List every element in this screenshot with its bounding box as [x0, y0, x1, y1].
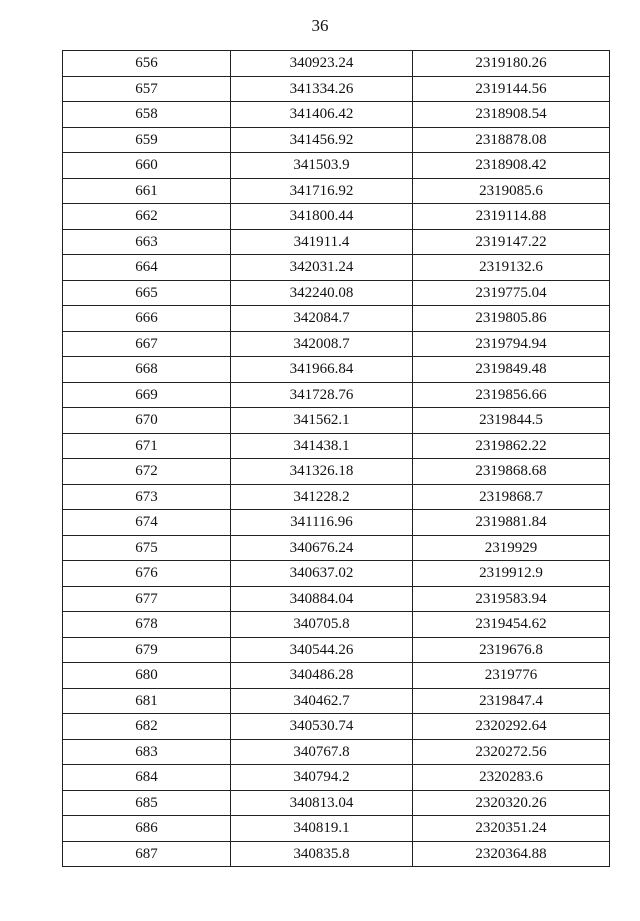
y-coordinate-cell: 2320351.24: [413, 816, 610, 842]
x-coordinate-cell: 342008.7: [231, 331, 413, 357]
y-coordinate-cell: 2319132.6: [413, 255, 610, 281]
table-row: [63, 765, 610, 791]
point-number-cell: 673: [63, 484, 231, 510]
x-coordinate-cell: 340637.02: [231, 561, 413, 587]
point-number-cell: 663: [63, 229, 231, 255]
x-coordinate-cell: 341800.44: [231, 204, 413, 230]
point-number-cell: 666: [63, 306, 231, 332]
x-coordinate-cell: 340530.74: [231, 714, 413, 740]
x-coordinate-cell: 341728.76: [231, 382, 413, 408]
table-row: [63, 612, 610, 638]
x-coordinate-cell: 341334.26: [231, 76, 413, 102]
point-number-cell: 670: [63, 408, 231, 434]
table-row: [63, 841, 610, 867]
table-row: [63, 331, 610, 357]
table-row: [63, 102, 610, 128]
y-coordinate-cell: 2318908.42: [413, 153, 610, 179]
y-coordinate-cell: 2320272.56: [413, 739, 610, 765]
point-number-cell: 657: [63, 76, 231, 102]
table-row: [63, 535, 610, 561]
x-coordinate-cell: 341116.96: [231, 510, 413, 536]
x-coordinate-cell: 342240.08: [231, 280, 413, 306]
point-number-cell: 659: [63, 127, 231, 153]
table-row: [63, 229, 610, 255]
coordinates-table-body: [63, 51, 610, 867]
table-row: [63, 306, 610, 332]
x-coordinate-cell: 341503.9: [231, 153, 413, 179]
point-number-cell: 662: [63, 204, 231, 230]
table-row: [63, 280, 610, 306]
point-number-cell: 681: [63, 688, 231, 714]
point-number-cell: 664: [63, 255, 231, 281]
point-number-cell: 656: [63, 51, 231, 77]
y-coordinate-cell: 2319180.26: [413, 51, 610, 77]
point-number-cell: 684: [63, 765, 231, 791]
table-row: [63, 484, 610, 510]
table-row: [63, 714, 610, 740]
x-coordinate-cell: 340923.24: [231, 51, 413, 77]
y-coordinate-cell: 2318878.08: [413, 127, 610, 153]
y-coordinate-cell: 2320320.26: [413, 790, 610, 816]
table-row: [63, 790, 610, 816]
x-coordinate-cell: 341562.1: [231, 408, 413, 434]
table-row: [63, 561, 610, 587]
table-row: [63, 51, 610, 77]
x-coordinate-cell: 341438.1: [231, 433, 413, 459]
point-number-cell: 660: [63, 153, 231, 179]
point-number-cell: 687: [63, 841, 231, 867]
y-coordinate-cell: 2319929: [413, 535, 610, 561]
y-coordinate-cell: 2319856.66: [413, 382, 610, 408]
y-coordinate-cell: 2319844.5: [413, 408, 610, 434]
point-number-cell: 683: [63, 739, 231, 765]
y-coordinate-cell: 2319775.04: [413, 280, 610, 306]
x-coordinate-cell: 341966.84: [231, 357, 413, 383]
table-row: [63, 76, 610, 102]
table-row: [63, 255, 610, 281]
x-coordinate-cell: 341716.92: [231, 178, 413, 204]
table-row: [63, 204, 610, 230]
table-row: [63, 688, 610, 714]
point-number-cell: 675: [63, 535, 231, 561]
y-coordinate-cell: 2319868.68: [413, 459, 610, 485]
y-coordinate-cell: 2319849.48: [413, 357, 610, 383]
table-row: [63, 357, 610, 383]
x-coordinate-cell: 340462.7: [231, 688, 413, 714]
point-number-cell: 676: [63, 561, 231, 587]
table-row: [63, 382, 610, 408]
y-coordinate-cell: 2319085.6: [413, 178, 610, 204]
y-coordinate-cell: 2320364.88: [413, 841, 610, 867]
table-row: [63, 153, 610, 179]
y-coordinate-cell: 2319862.22: [413, 433, 610, 459]
y-coordinate-cell: 2320283.6: [413, 765, 610, 791]
table-row: [63, 739, 610, 765]
point-number-cell: 672: [63, 459, 231, 485]
table-row: [63, 127, 610, 153]
x-coordinate-cell: 341456.92: [231, 127, 413, 153]
x-coordinate-cell: 340676.24: [231, 535, 413, 561]
point-number-cell: 668: [63, 357, 231, 383]
x-coordinate-cell: 340767.8: [231, 739, 413, 765]
y-coordinate-cell: 2319912.9: [413, 561, 610, 587]
x-coordinate-cell: 340884.04: [231, 586, 413, 612]
point-number-cell: 667: [63, 331, 231, 357]
table-row: [63, 408, 610, 434]
y-coordinate-cell: 2319676.8: [413, 637, 610, 663]
x-coordinate-cell: 340813.04: [231, 790, 413, 816]
page-number: 36: [311, 16, 329, 35]
coordinates-table: [62, 50, 610, 867]
point-number-cell: 669: [63, 382, 231, 408]
point-number-cell: 682: [63, 714, 231, 740]
x-coordinate-cell: 341326.18: [231, 459, 413, 485]
y-coordinate-cell: 2320292.64: [413, 714, 610, 740]
y-coordinate-cell: 2319114.88: [413, 204, 610, 230]
x-coordinate-cell: 341406.42: [231, 102, 413, 128]
y-coordinate-cell: 2319805.86: [413, 306, 610, 332]
x-coordinate-cell: 340486.28: [231, 663, 413, 689]
x-coordinate-cell: 340835.8: [231, 841, 413, 867]
y-coordinate-cell: 2319868.7: [413, 484, 610, 510]
point-number-cell: 674: [63, 510, 231, 536]
table-row: [63, 586, 610, 612]
y-coordinate-cell: 2319144.56: [413, 76, 610, 102]
point-number-cell: 665: [63, 280, 231, 306]
x-coordinate-cell: 342084.7: [231, 306, 413, 332]
table-row: [63, 178, 610, 204]
table-row: [63, 816, 610, 842]
table-row: [63, 637, 610, 663]
y-coordinate-cell: 2319454.62: [413, 612, 610, 638]
y-coordinate-cell: 2319583.94: [413, 586, 610, 612]
x-coordinate-cell: 341911.4: [231, 229, 413, 255]
y-coordinate-cell: 2319881.84: [413, 510, 610, 536]
point-number-cell: 658: [63, 102, 231, 128]
point-number-cell: 680: [63, 663, 231, 689]
x-coordinate-cell: 341228.2: [231, 484, 413, 510]
table-row: [63, 459, 610, 485]
x-coordinate-cell: 342031.24: [231, 255, 413, 281]
point-number-cell: 686: [63, 816, 231, 842]
point-number-cell: 671: [63, 433, 231, 459]
y-coordinate-cell: 2319776: [413, 663, 610, 689]
x-coordinate-cell: 340705.8: [231, 612, 413, 638]
point-number-cell: 678: [63, 612, 231, 638]
x-coordinate-cell: 340544.26: [231, 637, 413, 663]
y-coordinate-cell: 2319847.4: [413, 688, 610, 714]
y-coordinate-cell: 2319794.94: [413, 331, 610, 357]
table-row: [63, 663, 610, 689]
point-number-cell: 685: [63, 790, 231, 816]
x-coordinate-cell: 340819.1: [231, 816, 413, 842]
y-coordinate-cell: 2319147.22: [413, 229, 610, 255]
point-number-cell: 679: [63, 637, 231, 663]
point-number-cell: 677: [63, 586, 231, 612]
table-row: [63, 510, 610, 536]
x-coordinate-cell: 340794.2: [231, 765, 413, 791]
y-coordinate-cell: 2318908.54: [413, 102, 610, 128]
table-row: [63, 433, 610, 459]
point-number-cell: 661: [63, 178, 231, 204]
